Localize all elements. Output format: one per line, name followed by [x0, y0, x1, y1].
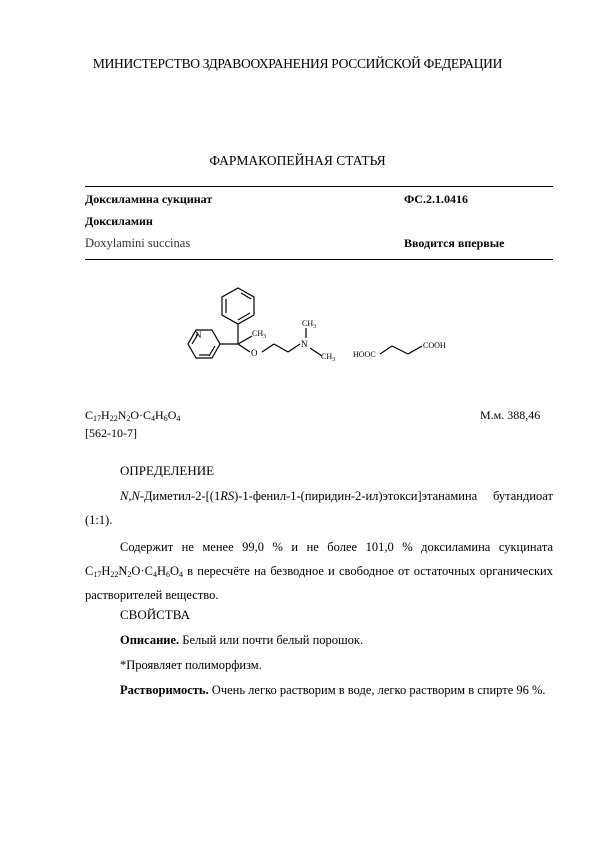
- header-rule-top: [85, 186, 553, 187]
- drug-base-name-ru: Доксиламин: [85, 214, 153, 228]
- section-definition-heading: ОПРЕДЕЛЕНИЕ: [120, 463, 215, 478]
- methyl-label-2: $CH_3$: [302, 319, 317, 330]
- pyridine-ring: [188, 330, 220, 358]
- article-title: ФАРМАКОПЕЙНАЯ СТАТЬЯ: [209, 153, 386, 168]
- header-rule-bottom: [85, 259, 553, 260]
- methyl-label-1: $CH_3$: [252, 329, 267, 340]
- ministry-header: МИНИСТЕРСТВО ЗДРАВООХРАНЕНИЯ РОССИЙСКОЙ ФЕДЕРАЦИИ: [92, 56, 503, 71]
- pyridine-n-label: N: [195, 330, 202, 340]
- solubility-paragraph: Растворимость. Очень легко растворим в воде, легко растворим в спирте 96 %.: [120, 683, 546, 697]
- structure-diagram: [170, 280, 470, 395]
- polymorphism-note: *Проявляет полиморфизм.: [120, 658, 262, 672]
- cooh-label: COOH: [423, 341, 446, 350]
- content-formula: $C_{17}H_{22}N_2O\cdot C_4H_6O_4$: [85, 564, 183, 579]
- molecular-formula: $C_{17}H_{22}N_2O\cdot C_4H_6O_4$: [85, 408, 181, 423]
- hooc-label: HOOC: [353, 350, 376, 359]
- definition-paragraph: N,N-Диметил-2-[(1RS)-1-фенил-1-(пиридин-2-ил)этокси]этанамина бутандиоат (1:1).: [85, 489, 553, 527]
- description-paragraph: Описание. Белый или почти белый порошок.: [120, 633, 364, 647]
- drug-name-latin: Doxylamini succinas: [85, 236, 191, 250]
- cas-number: [562-10-7]: [85, 426, 137, 440]
- section-properties-heading: СВОЙСТВА: [120, 607, 190, 622]
- molecular-weight: М.м. 388,46: [480, 408, 541, 422]
- phenyl-ring: [222, 288, 254, 324]
- methyl-label-3: $CH_3$: [321, 352, 336, 363]
- monograph-code: ФС.2.1.0416: [404, 192, 468, 206]
- drug-name-ru: Доксиламина сукцинат: [85, 192, 213, 206]
- content-paragraph: Содержит не менее 99,0 % и не более 101,0 % доксиламина сукцината $C_{17}H_{22}N_2O\cdot C_4H_6O_4$ в пересчёте на безводное и свободное от остаточных органических растворителей вещество.: [85, 540, 553, 602]
- amine-n-label: N: [301, 339, 308, 349]
- ether-o-label: O: [251, 348, 258, 358]
- status-note: Вводится впервые: [404, 236, 505, 250]
